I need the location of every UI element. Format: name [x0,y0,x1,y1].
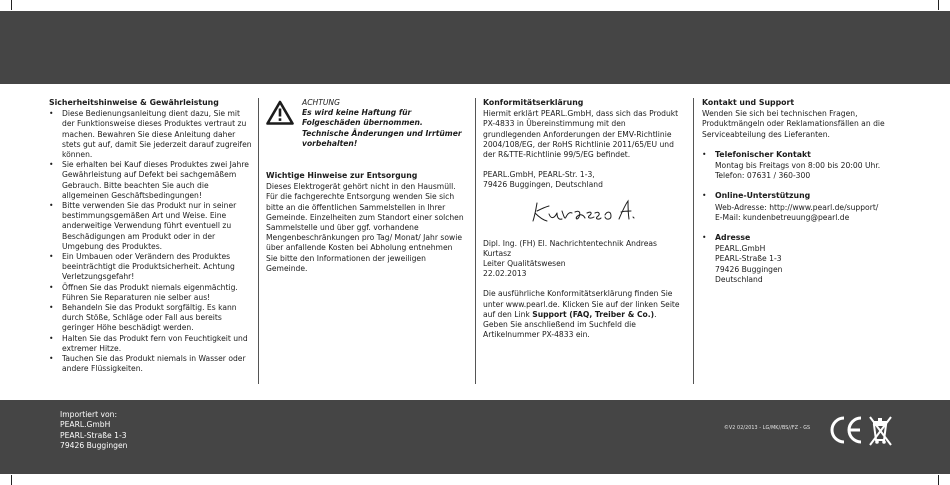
contact-section [702,98,902,285]
phone-number: Telefon: 07631 / 360-300 [715,171,811,181]
disposal-text: Dieses Elektrogerät gehört nicht in den Hausmüll. Für die fachgerechte Entsorgung wenden Sie sich bitte an die öffentlichen Sammelstellen in Ihrer Gemeinde. Einzelheiten zum Standort einer solchen Sammelstelle und über ggf. vorhandene Mengenbeschränkungen pro Tag/ Monat/ Jahr sowie über anfallende Kosten bei Abholung entnehmen Sie bitte den Informationen der jeweiligen Gemeinde. [266,182,464,273]
header-band [0,11,950,84]
warning-text: Es wird keine Haftung für Folgeschäden übernommen. Technische Änderungen und Irrtümer vorbehalten! [302,108,462,148]
footer-band [0,400,950,474]
weee-bin-icon [869,414,893,446]
crop-mark [11,0,12,10]
conformity-date: 22.02.2013 [483,269,527,279]
warning-block [266,98,466,149]
safety-title: Sicherheitshinweise & Gewährleistung [49,98,219,107]
phone-contact [702,150,902,182]
conformity-company: PEARL.GmbH, PEARL-Str. 1-3, [483,170,595,180]
import-line: PEARL-Straße 1-3 [60,430,127,440]
address-line: 79426 Buggingen [715,264,783,274]
list-item: • Tauchen Sie das Produkt niemals in Wasser oder andere Flüssigkeiten. [49,354,254,374]
list-item: • Sie erhalten bei Kauf dieses Produktes zwei Jahre Gewährleistung auf Defekt bei sachgemäßem Gebrauch. Bitte beachten Sie auch die allgemeinen Geschäftsbedingungen! [49,160,254,201]
conformity-details: Die ausführliche Konformitätserklärung finden Sie unter www.pearl.de. Klicken Sie auf der linken Seite auf den Link Support (FAQ, Treiber & Co.). Geben Sie anschließend im Suchfeld die Artikelnummer PX-4833 ein. [483,289,680,340]
list-item: • Diese Bedienungsanleitung dient dazu, Sie mit der Funktionsweise dieses Produktes vertraut zu machen. Bewahren Sie diese Anleitung daher stets gut auf, damit Sie jederzeit darauf zugreifen können. [49,109,254,160]
crop-mark [938,475,939,485]
safety-section [49,98,254,374]
list-item: • Behandeln Sie das Produkt sorgfältig. Es kann durch Stöße, Schläge oder Fall aus bereits geringer Höhe beschädigt werden. [49,303,254,334]
import-info [60,410,127,452]
safety-list [49,109,254,374]
crop-mark [11,475,12,485]
column-divider [258,98,259,384]
signature-image [529,197,639,227]
address-line: Deutschland [715,274,763,284]
address [702,233,902,285]
conformity-city: 79426 Buggingen, Deutschland [483,180,603,190]
column-divider [475,98,476,384]
conformity-role: Leiter Qualitätswesen [483,259,566,269]
conformity-section [483,98,683,340]
list-item: • Halten Sie das Produkt fern von Feuchtigkeit und extremer Hitze. [49,334,254,354]
signature [483,191,683,239]
address-title: • Adresse [715,233,751,243]
conformity-title: Konformitätserklärung [483,98,584,107]
address-line: PEARL.GmbH [715,244,766,254]
column-divider [693,98,694,384]
support-link[interactable]: Support (FAQ, Treiber & Co.) [532,309,655,319]
list-item: • Bitte verwenden Sie das Produkt nur in seiner bestimmungsgemäßen Art und Weise. Eine anderweitige Verwendung führt eventuell zu Beschädigungen am Produkt oder in der Umgebung des Produktes. [49,201,254,252]
contact-title: Kontakt und Support [702,98,795,107]
address-line: PEARL-Straße 1-3 [715,254,782,264]
svg-text:CE: CE [827,414,829,415]
list-item: • Ein Umbauen oder Verändern des Produktes beeinträchtigt die Produktsicherheit. Achtung Verletzungsgefahr! [49,252,254,283]
online-support [702,191,902,223]
phone-hours: Montag bis Freitags von 8:00 bis 20:00 Uhr. [715,161,881,171]
import-line: 79426 Buggingen [60,441,128,451]
conformity-intro: Hiermit erklärt PEARL.GmbH, dass sich das Produkt PX-4833 in Übereinstimmung mit den grundlegenden Anforderungen der EMV-Richtlinie 2004/108/EG, der RoHS Richtlinie 2011/65/EU und der R&TTE-Richtlinie 99/5/EG befindet. [483,109,679,160]
import-line: PEARL.GmbH [60,420,111,430]
certification-marks [827,414,893,450]
version-code: ©V2 02/2013 - LG/MK//BS//FZ - GS [724,426,811,431]
contact-intro: Wenden Sie sich bei technischen Fragen, Produktmängeln oder Reklamationsfällen an die Serviceabteilung des Lieferanten. [702,109,885,139]
online-web[interactable]: Web-Adresse: http://www.pearl.de/support/ [715,202,879,212]
warning-triangle-icon [266,100,294,125]
crop-mark [938,0,939,10]
online-title: • Online-Unterstützung [715,191,811,201]
list-item: • Öffnen Sie das Produkt niemals eigenmächtig. Führen Sie Reparaturen nie selber aus! [49,283,254,303]
warning-disposal-section [266,98,466,274]
disposal-title: Wichtige Hinweise zur Entsorgung [266,171,418,181]
warning-title: ACHTUNG [302,98,340,107]
import-line: Importiert von: [60,410,118,419]
phone-title: • Telefonischer Kontakt [715,149,811,159]
online-mail[interactable]: E-Mail: kundenbetreuung@pearl.de [715,212,850,222]
conformity-signer: Dipl. Ing. (FH) El. Nachrichtentechnik Andreas Kurtasz [483,238,658,258]
